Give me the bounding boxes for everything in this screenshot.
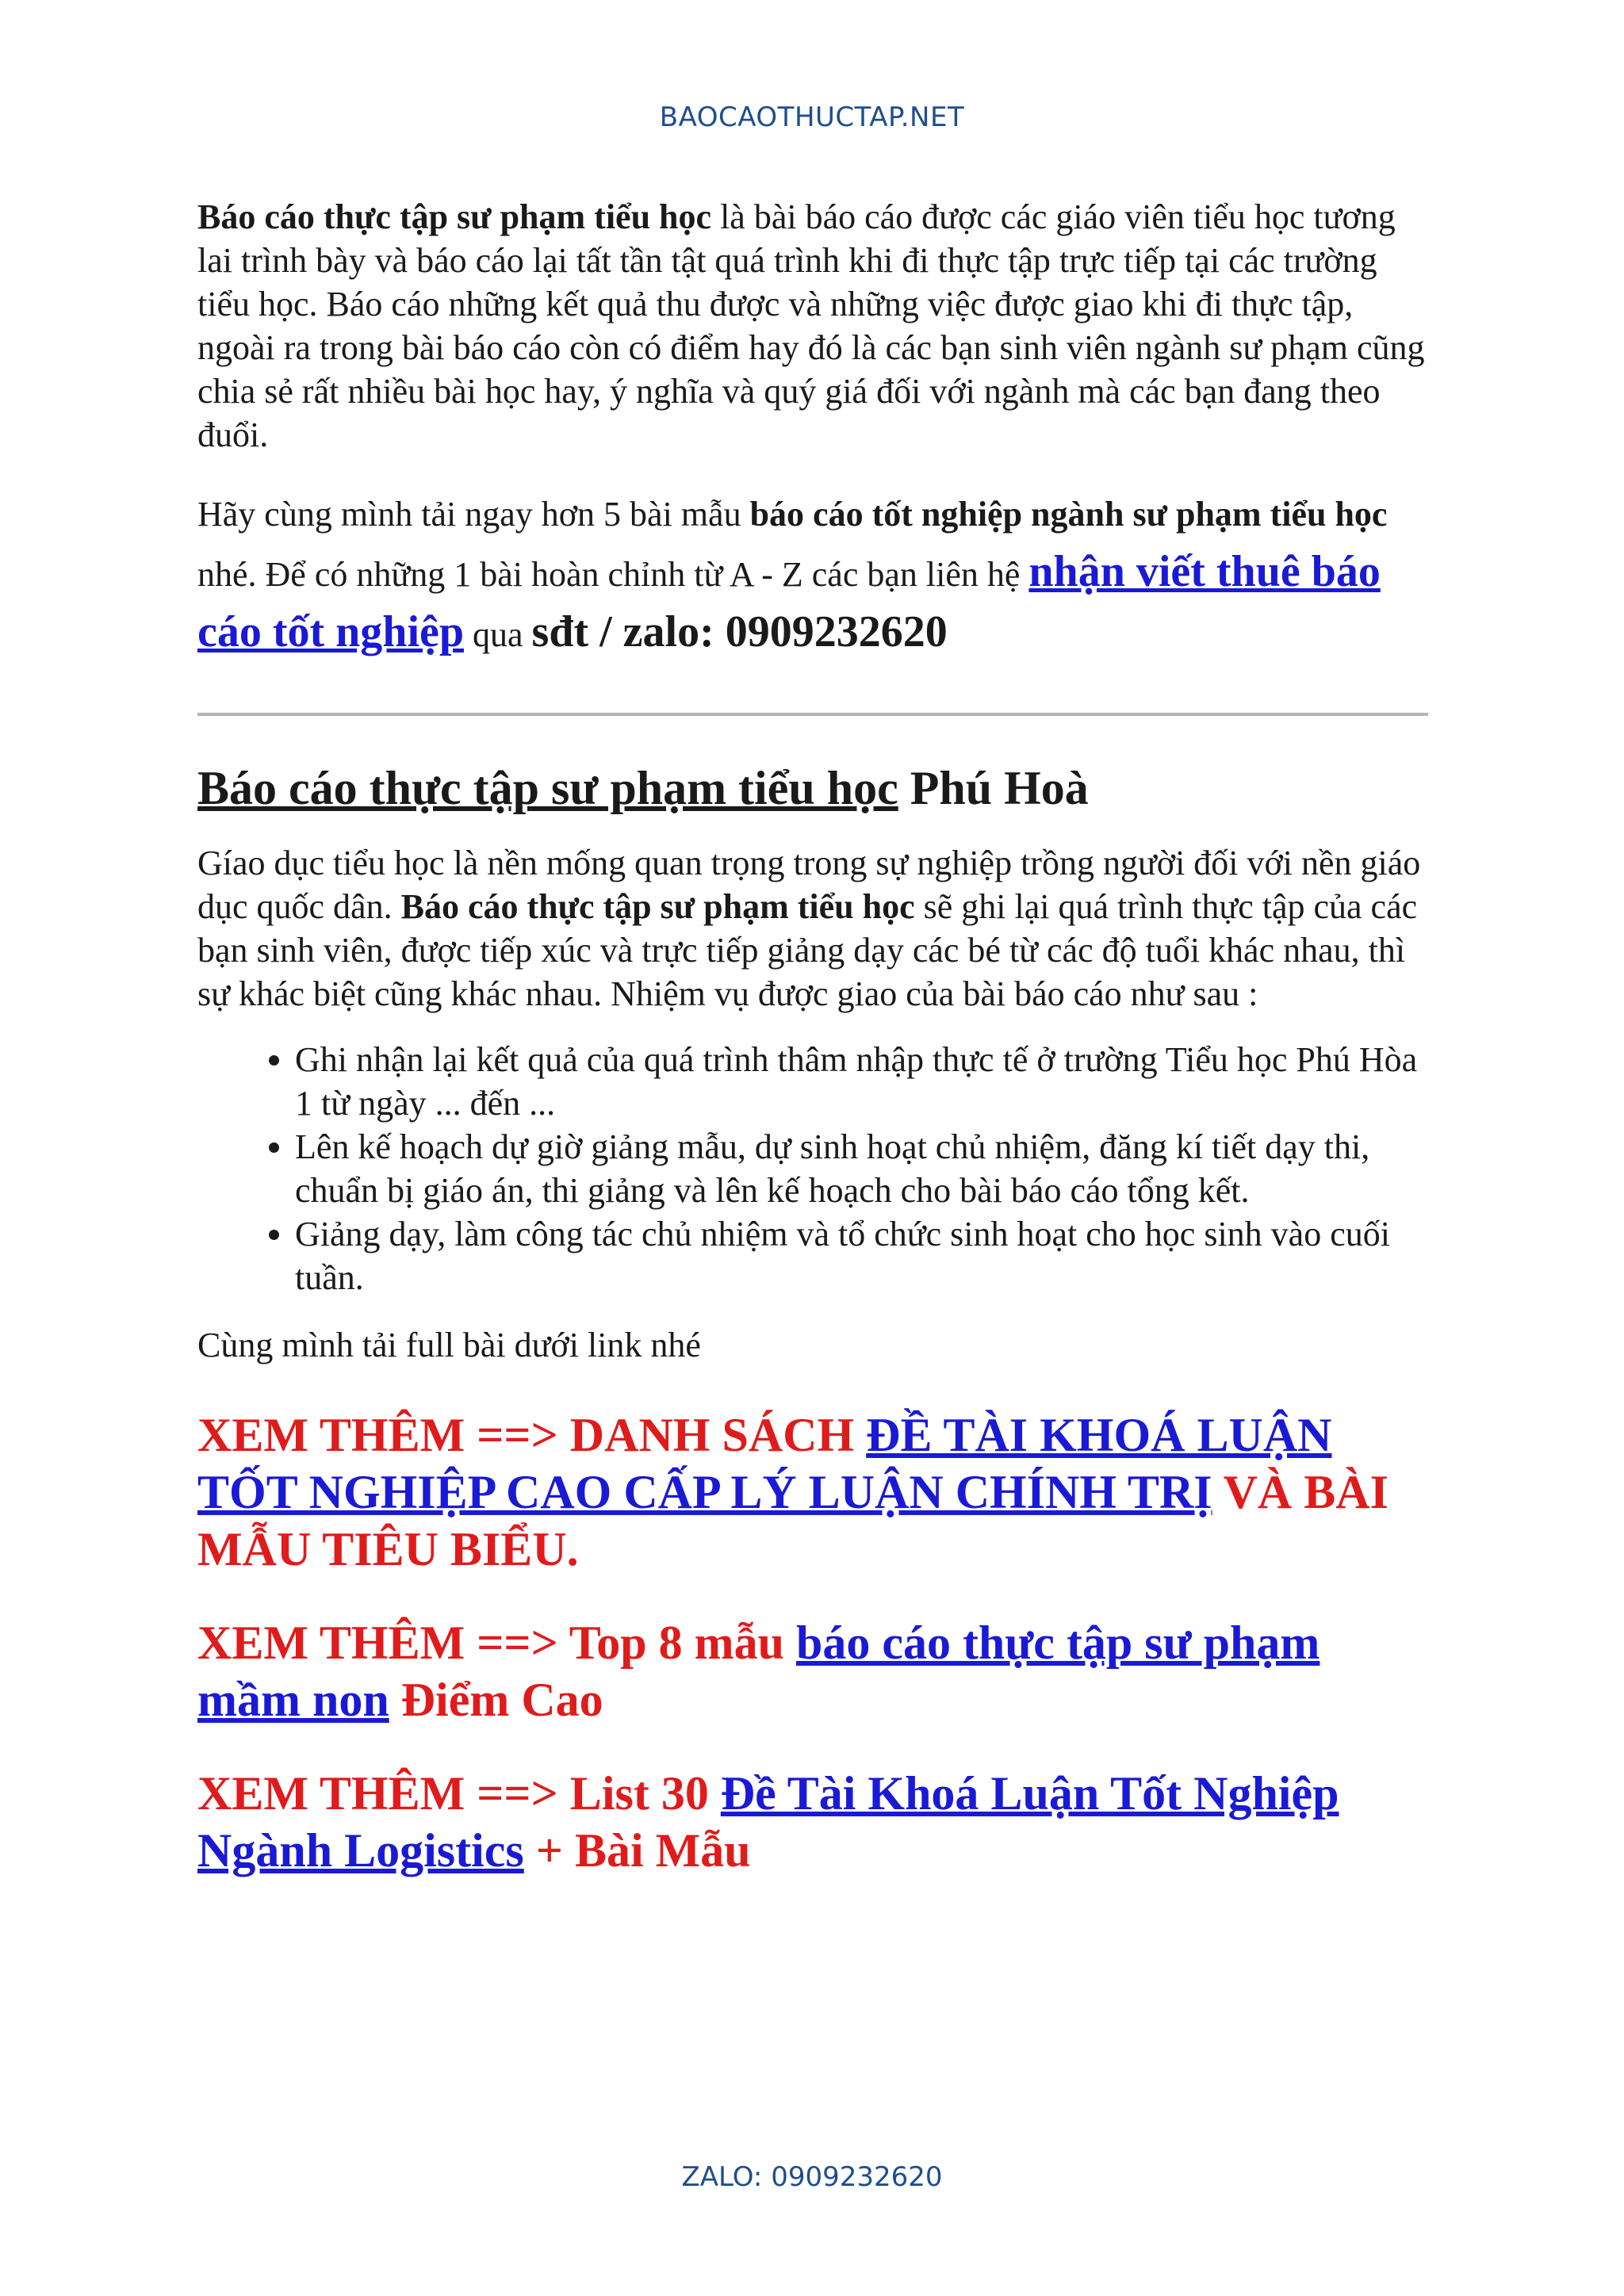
see-more-prefix: XEM THÊM ==> List 30 bbox=[197, 1767, 721, 1820]
see-more-link-preschool-report[interactable]: báo cáo thực tập sư phạm mầm non bbox=[197, 1617, 1320, 1726]
list-item: • Ghi nhận lại kết quả của quá trình thâm nhập thực tế ở trường Tiểu học Phú Hòa 1 từ ngày ... đến ... bbox=[295, 1038, 1428, 1125]
download-note: Cùng mình tải full bài dưới link nhé bbox=[197, 1326, 701, 1364]
section-title-rest: Phú Hoà bbox=[898, 762, 1089, 814]
promo-text-2: nhé. Để có những 1 bài hoàn chỉnh từ A - Z các bạn liên hệ bbox=[197, 555, 1029, 594]
promo-contact: sđt / zalo: 0909232620 bbox=[531, 607, 948, 656]
promo-text-1: Hãy cùng mình tải ngay hơn 5 bài mẫu bbox=[197, 495, 750, 534]
see-more-2 bbox=[197, 1614, 1428, 1728]
section-title-underlined: Báo cáo thực tập sư phạm tiểu học bbox=[197, 762, 898, 814]
see-more-1 bbox=[197, 1406, 1428, 1578]
document-body bbox=[197, 195, 1428, 1879]
section-paragraph bbox=[197, 841, 1428, 1016]
page-header-site: BAOCAOTHUCTAP.NET bbox=[659, 101, 965, 133]
see-more-link-logistics-topics[interactable]: Đề Tài Khoá Luận Tốt Nghiệp Ngành Logistics bbox=[197, 1767, 1339, 1877]
promo-bold: báo cáo tốt nghiệp ngành sư phạm tiểu học bbox=[749, 495, 1388, 534]
task-list bbox=[197, 1038, 1428, 1299]
see-more-suffix: Điểm Cao bbox=[389, 1674, 603, 1726]
see-more-prefix: XEM THÊM ==> Top 8 mẫu bbox=[197, 1617, 796, 1669]
intro-bold-title: Báo cáo thực tập sư phạm tiểu học bbox=[197, 197, 712, 236]
section-title bbox=[197, 757, 1428, 819]
section-para-start: Gíao dục tiểu học là nền mống quan trọng trong sự nghiệp trồng người đối với nền giáo dục quốc dân. bbox=[197, 844, 1421, 926]
intro-paragraph bbox=[197, 195, 1428, 457]
list-item: • Giảng dạy, làm công tác chủ nhiệm và tổ chức sinh hoạt cho học sinh vào cuối tuần. bbox=[295, 1212, 1428, 1299]
promo-text-3: qua bbox=[464, 615, 532, 654]
see-more-suffix: VÀ BÀI MẪU TIÊU BIỂU. bbox=[197, 1466, 1388, 1575]
section-para-end: sẽ ghi lại quá trình thực tập của các bạn sinh viên, được tiếp xúc và trực tiếp giảng dạy các bé từ các độ tuổi khác nhau, thì sự khác biệt cũng khác nhau. Nhiệm vụ được giao của bài báo cáo như sau : bbox=[197, 887, 1418, 1013]
divider bbox=[197, 713, 1428, 716]
list-item: • Lên kế hoạch dự giờ giảng mẫu, dự sinh hoạt chủ nhiệm, đăng kí tiết dạy thi, chuẩn bị giáo án, thi giảng và lên kế hoạch cho bài báo cáo tổng kết. bbox=[295, 1125, 1428, 1212]
intro-text: là bài báo cáo được các giáo viên tiểu học tương lai trình bày và báo cáo lại tất tần tật quá trình khi đi thực tập trực tiếp tại các trường tiểu học. Báo cáo những kết quả thu được và những việc được giao khi đi thực tập, ngoài ra trong bài báo cáo còn có điểm hay đó là các bạn sinh viên ngành sư phạm cũng chia sẻ rất nhiều bài học hay, ý nghĩa và quý giá đối với ngành mà các bạn đang theo đuổi. bbox=[197, 197, 1425, 454]
promo-paragraph bbox=[197, 486, 1428, 664]
page-footer-zalo: ZALO: 0909232620 bbox=[681, 2161, 943, 2193]
see-more-3 bbox=[197, 1765, 1428, 1879]
see-more-prefix: XEM THÊM ==> DANH SÁCH bbox=[197, 1409, 867, 1461]
see-more-link-thesis-topics[interactable]: ĐỀ TÀI KHOÁ LUẬN TỐT NGHIỆP CAO CẤP LÝ LUẬN CHÍNH TRỊ bbox=[197, 1409, 1332, 1518]
see-more-suffix: + Bài Mẫu bbox=[523, 1824, 751, 1877]
hire-writer-link[interactable]: nhận viết thuê báo cáo tốt nghiệp bbox=[197, 547, 1381, 656]
section-para-bold: Báo cáo thực tập sư phạm tiểu học bbox=[400, 887, 915, 926]
